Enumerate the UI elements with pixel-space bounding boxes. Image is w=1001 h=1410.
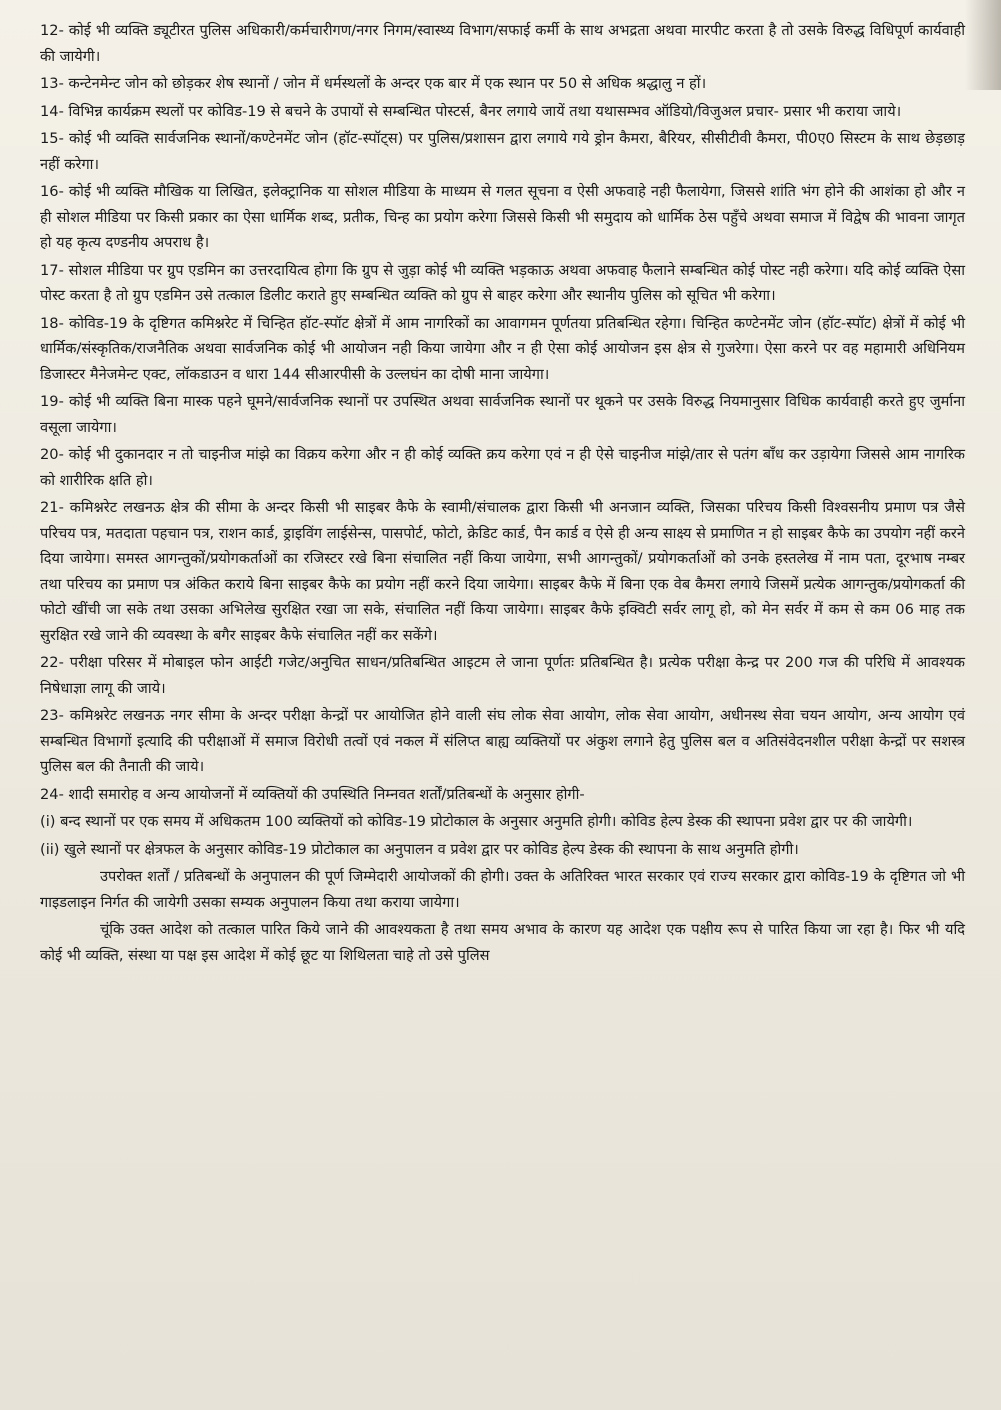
clause-21: 21- कमिश्नरेट लखनऊ क्षेत्र की सीमा के अन्दर किसी भी साइबर कैफे के स्वामी/संचालक द्वारा किसी भी अनजान व्यक्ति, जिसका परिचय किसी विश्वसनीय प्रमाण पत्र जैसे परिचय पत्र, मतदाता पहचान पत्र, राशन कार्ड, ड्राइविंग लाईसेन्स, पासपोर्ट, फोटो, क्रेडिट कार्ड, पैन कार्ड व ऐसे ही अन्य साक्ष्य से प्रमाणित न हो साइबर कैफे का उपयोग नहीं करने दिया जायेगा। समस्त आगन्तुकों/प्रयोगकर्ताओं का रजिस्टर रखे बिना संचालित नहीं किया जायेगा, सभी आगन्तुकों/ प्रयोगकर्ताओं को उनके हस्तलेख में नाम पता, दूरभाष नम्बर तथा परिचय का प्रमाण पत्र अंकित कराये बिना साइबर कैफे का प्रयोग नहीं करने दिया जायेगा। साइबर कैफे में बिना एक वेब कैमरा लगाये जिसमें प्रत्येक आगन्तुक/प्रयोगकर्ता की फोटो खींची जा सके तथा उसका अभिलेख सुरक्षित रखा जा सके, संचालित नहीं किया जायेगा। साइबर कैफे इक्विटी सर्वर लागू हो, को मेन सर्वर में कम से कम 06 माह तक सुरक्षित रखे जाने की व्यवस्था के बगैर साइबर कैफे संचालित नहीं कर सकेंगे। [40, 499, 965, 644]
page-edge-shadow [965, 0, 1001, 90]
clause-23: 23- कमिश्नरेट लखनऊ नगर सीमा के अन्दर परीक्षा केन्द्रों पर आयोजित होने वाली संघ लोक सेवा आयोग, लोक सेवा आयोग, अधीनस्थ सेवा चयन आयोग, अन्य आयोग एवं सम्बन्धित विभागों इत्यादि की परीक्षाओं में समाज विरोधी तत्वों एवं नकल में संलिप्त बाह्य व्यक्तियों पर अंकुश लगाने हेतु पुलिस बल व अतिसंवेदनशील परीक्षा केन्द्रों पर सशस्त्र पुलिस बल की तैनाती की जाये। [40, 707, 965, 775]
clause-18: 18- कोविड-19 के दृष्टिगत कमिश्नरेट में चिन्हित हॉट-स्पॉट क्षेत्रों में आम नागरिकों का आवागमन पूर्णतया प्रतिबन्धित रहेगा। चिन्हित कण्टेनमेंट जोन (हॉट-स्पॉट) क्षेत्रों में कोई भी धार्मिक/संस्कृतिक/राजनैतिक अथवा सार्वजनिक कोई भी आयोजन नही किया जायेगा और न ही ऐसा कोई आयोजन इस क्षेत्र से गुजरेगा। ऐसा करने पर वह महामारी अधिनियम डिजास्टर मैनेजमेन्ट एक्ट, लॉकडाउन व धारा 144 सीआरपीसी के उल्लघंन का दोषी माना जायेगा। [40, 314, 966, 383]
clause-16: 16- कोई भी व्यक्ति मौखिक या लिखित, इलेक्ट्रानिक या सोशल मीडिया के माध्यम से गलत सूचना व ऐसी अफवाहे नही फैलायेगा, जिससे शांति भंग होने की आशंका हो और न ही सोशल मीडिया पर किसी प्रकार का ऐसा धार्मिक शब्द, प्रतीक, चिन्ह का प्रयोग करेगा जिससे किसी भी समुदाय को धार्मिक ठेस पहुँचे अथवा समाज में विद्वेष की भावना जागृत हो यह कृत्य दण्डनीय अपराध है। [40, 183, 965, 251]
clause-24-sub-ii: (ii) खुले स्थानों पर क्षेत्रफल के अनुसार कोविड-19 प्रोटोकाल का अनुपालन व प्रवेश द्वार पर कोविड हेल्प डेस्क की स्थापना के साथ अनुमति होगी। [40, 840, 799, 858]
clause-12: 12- कोई भी व्यक्ति ड्यूटीरत पुलिस अधिकारी/कर्मचारीगण/नगर निगम/स्वास्थ्य विभाग/सफाई कर्मी के साथ अभद्रता अथवा मारपीट करता है तो उसके विरुद्ध विधिपूर्ण कार्यवाही की जायेगी। [40, 22, 965, 65]
ex-parte-paragraph: चूंकि उक्त आदेश को तत्काल पारित किये जाने की आवश्यकता है तथा समय अभाव के कारण यह आदेश एक पक्षीय रूप से पारित किया जा रहा है। फिर भी यदि कोई भी व्यक्ति, संस्था या पक्ष इस आदेश में कोई छूट या शिथिलता चाहे तो उसे पुलिस [40, 921, 965, 964]
clause-17: 17- सोशल मीडिया पर ग्रुप एडमिन का उत्तरदायित्व होगा कि ग्रुप से जुड़ा कोई भी व्यक्ति भड़काऊ अथवा अफवाह फैलाने सम्बन्धित कोई पोस्ट नही करेगा। यदि कोई व्यक्ति ऐसा पोस्ट करता है तो ग्रुप एडमिन उसे तत्काल डिलीट कराते हुए सम्बन्धित व्यक्ति को ग्रुप से बाहर करेगा और स्थानीय पुलिस को सूचित भी करेगा। [40, 261, 965, 304]
clause-19: 19- कोई भी व्यक्ति बिना मास्क पहने घूमने/सार्वजनिक स्थानों पर उपस्थित अथवा सार्वजनिक स्थानों पर थूकने पर उसके विरुद्ध नियमानुसार विधिक कार्यवाही करते हुए जुर्माना वसूला जायेगा। [40, 393, 965, 436]
compliance-paragraph: उपरोक्त शर्तों / प्रतिबन्धों के अनुपालन की पूर्ण जिम्मेदारी आयोजकों की होगी। उक्त के अतिरिक्त भारत सरकार एवं राज्य सरकार द्वारा कोविड-19 के दृष्टिगत जो भी गाइडलाइन निर्गत की जायेगी उसका सम्यक अनुपालन किया तथा कराया जायेगा। [40, 868, 965, 911]
clause-14: 14- विभिन्न कार्यक्रम स्थलों पर कोविड-19 से बचने के उपायों से सम्बन्धित पोस्टर्स, बैनर लगाये जायें तथा यथासम्भव ऑडियो/विजुअल प्रचार- प्रसार भी कराया जाये। [40, 102, 902, 120]
clause-24-sub-i: (i) बन्द स्थानों पर एक समय में अधिकतम 100 व्यक्तियों को कोविड-19 प्रोटोकाल के अनुसार अनुमति होगी। कोविड हेल्प डेस्क की स्थापना प्रवेश द्वार पर की जायेगी। [40, 813, 913, 830]
document-body [40, 18, 965, 970]
clause-24: 24- शादी समारोह व अन्य आयोजनों में व्यक्तियों की उपस्थिति निम्नवत शर्तों/प्रतिबन्धों के अनुसार होगी- [40, 785, 585, 803]
clause-20: 20- कोई भी दुकानदार न तो चाइनीज मांझे का विक्रय करेगा और न ही कोई व्यक्ति क्रय करेगा एवं न ही ऐसे चाइनीज मांझे/तार से पतंग बाँध कर उड़ायेगा जिससे आम नागरिक को शारीरिक क्षति हो। [40, 446, 965, 489]
clause-13: 13- कन्टेनमेन्ट जोन को छोड़कर शेष स्थानों / जोन में धर्मस्थलों के अन्दर एक बार में एक स्थान पर 50 से अधिक श्रद्धालु न हों। [40, 75, 707, 92]
clause-22: 22- परीक्षा परिसर में मोबाइल फोन आईटी गजेट/अनुचित साधन/प्रतिबन्धित आइटम ले जाना पूर्णतः प्रतिबन्धित है। प्रत्येक परीक्षा केन्द्र पर 200 गज की परिधि में आवश्यक निषेधाज्ञा लागू की जाये। [40, 654, 965, 697]
clause-15: 15- कोई भी व्यक्ति सार्वजनिक स्थानों/कण्टेनमेंट जोन (हॉट-स्पॉट्स) पर पुलिस/प्रशासन द्वारा लगाये गये ड्रोन कैमरा, बैरियर, सीसीटीवी कैमरा, पी0ए0 सिस्टम के साथ छेड़छाड़ नहीं करेगा। [40, 130, 965, 173]
